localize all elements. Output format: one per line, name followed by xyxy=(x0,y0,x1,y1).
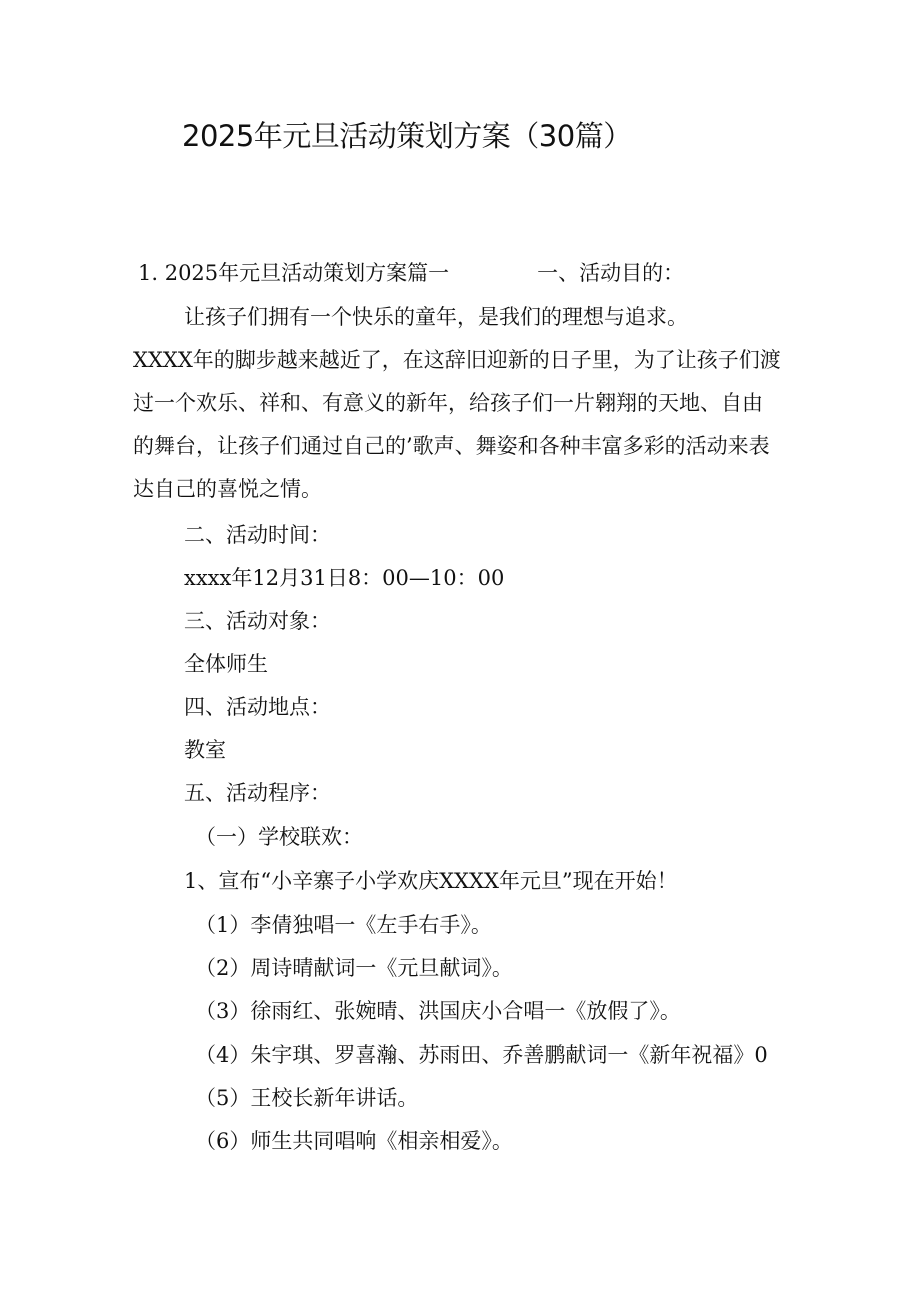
paragraph-line-1: XXXX年的脚步越来越近了，在这辞旧迎新的日子里，为了让孩子们渡 xyxy=(133,348,781,372)
subsection-title: （一）学校联欢： xyxy=(195,825,363,849)
section-audience-value: 全体师生 xyxy=(184,652,268,676)
section-program-title: 五、活动程序： xyxy=(184,781,331,805)
program-announcement: 1、宣布“小辛寨子小学欢庆XXXX年元旦”现在开始！ xyxy=(184,869,678,893)
heading-line xyxy=(138,258,684,288)
section-audience-title: 三、活动对象： xyxy=(184,609,331,633)
program-item: （6）师生共同唱响《相亲相爱》。 xyxy=(195,1129,513,1153)
section-time-title: 二、活动时间： xyxy=(184,523,331,547)
document-title: 2025年元旦活动策划方案（30篇） xyxy=(182,119,632,153)
heading-right: 一、活动目的： xyxy=(537,261,685,285)
paragraph-intro: 让孩子们拥有一个快乐的童年，是我们的理想与追求。 xyxy=(184,305,688,329)
program-item: （1）李倩独唱一《左手右手》。 xyxy=(195,913,492,937)
paragraph-line-3: 的舞台，让孩子们通过自己的’歌声、舞姿和各种丰富多彩的活动来表 xyxy=(133,434,770,458)
program-item: （4）朱宇琪、罗喜瀚、苏雨田、乔善鹏献词一《新年祝福》0 xyxy=(195,1043,768,1067)
section-location-title: 四、活动地点： xyxy=(184,695,331,719)
section-location-value: 教室 xyxy=(184,738,226,762)
program-item: （2）周诗晴献词一《元旦献词》。 xyxy=(195,956,513,980)
program-item: （3）徐雨红、张婉晴、洪国庆小合唱一《放假了》。 xyxy=(195,999,681,1023)
heading-left: 1. 2025年元旦活动策划方案篇一 xyxy=(138,261,450,285)
program-item: （5）王校长新年讲话。 xyxy=(195,1086,419,1110)
paragraph-line-4: 达自己的喜悦之情。 xyxy=(133,477,322,501)
paragraph-line-2: 过一个欢乐、祥和、有意义的新年，给孩子们一片翱翔的天地、自由 xyxy=(133,391,763,415)
section-time-value: xxxx年12月31日8：00—10：00 xyxy=(184,566,505,590)
